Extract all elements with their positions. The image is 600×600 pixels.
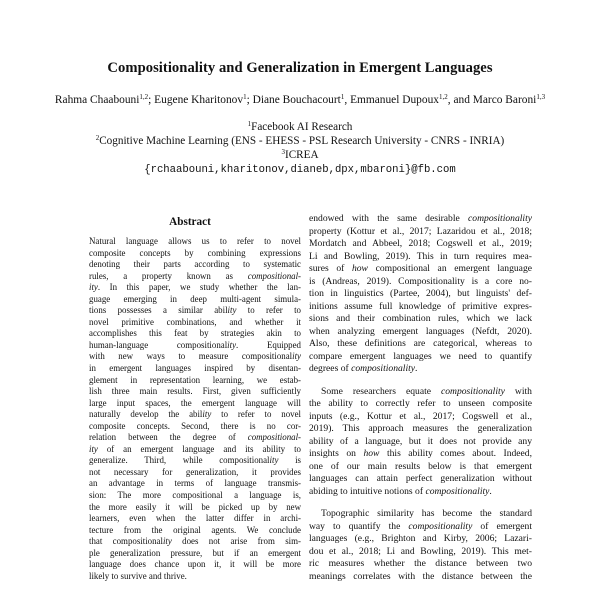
author-affiliation-marker: 1,3 xyxy=(536,93,546,101)
abstract-line: ple generalization pressure, but if an emergent xyxy=(89,547,301,558)
author-name: Rahma Chaabouni xyxy=(54,94,140,106)
author-name: and Marco Baroni xyxy=(453,94,537,106)
author-affiliation-marker: 1 xyxy=(340,93,345,101)
body-line: endowed with the same desirable compositionality xyxy=(309,213,532,224)
author-4 xyxy=(350,94,451,106)
body-line: languages (e.g., Brighton and Kirby, 2006; Lazari- xyxy=(309,533,532,544)
body-line: way to quantify the compositionality of emergent xyxy=(309,520,532,532)
body-line: Also, these definitions are categorical, whereas to xyxy=(309,338,532,349)
author-name: Diane Bouchacourt xyxy=(252,94,341,106)
affiliation-1 xyxy=(0,121,600,133)
body-line: Topographic similarity has become the standard xyxy=(321,508,532,519)
body-line: initions assume full knowledge of primitive expres- xyxy=(309,300,532,312)
abstract-line: learners, even when the latter differ in archi- xyxy=(89,513,301,524)
body-line: meanings correlates with the distance between the xyxy=(309,570,532,582)
body-line: sions and their combination rules, which we lack xyxy=(309,313,532,324)
author-affiliation-marker: 1,2 xyxy=(438,93,448,101)
abstract-line: human-language compositionality. Equipped xyxy=(89,339,301,350)
body-line: the ability to correctly refer to unseen composite xyxy=(309,398,532,409)
affiliation-2-text: Cognitive Machine Learning (ENS - EHESS - PSL Research University - CNRS - INRIA) xyxy=(99,135,505,147)
paper-title: Compositionality and Generalization in Emergent Languages xyxy=(107,60,493,76)
abstract-line: novel primitive combinations, and whether it xyxy=(89,316,301,327)
abstract-line: tions possesses a similar ability to refer to xyxy=(89,305,301,316)
body-line: when analyzing emergent languages (Nefdt, 2020). xyxy=(309,325,532,337)
author-3 xyxy=(253,94,348,106)
body-line: dou et al., 2018; Li and Bowling, 2019). This met- xyxy=(309,545,532,557)
body-line: property (Kottur et al., 2017; Lazaridou et al., 2018; xyxy=(309,225,532,237)
abstract-line: naturally develop the ability to refer to novel xyxy=(89,409,301,420)
author-affiliation-marker: 1,2 xyxy=(139,93,149,101)
paragraph-gap xyxy=(309,498,532,508)
paragraph-gap xyxy=(309,376,532,386)
abstract-line: the more easily it will be picked up by new xyxy=(89,501,301,512)
author-5 xyxy=(453,94,545,106)
affiliation-3-marker: 3 xyxy=(281,148,285,156)
affiliation-3-text: ICREA xyxy=(284,149,319,161)
abstract-text xyxy=(89,236,301,582)
abstract-line: generalize. Third, while compositionality is xyxy=(89,455,301,466)
author-name: Emmanuel Dupoux xyxy=(350,94,439,106)
abstract-line: relation between the degree of compositional- xyxy=(89,432,301,443)
body-line: abiding to intuitive notions of compositionality. xyxy=(309,485,492,497)
body-text xyxy=(309,213,532,583)
author-separator: , xyxy=(447,94,451,106)
body-line: one of our main results below is that emergent xyxy=(309,460,532,472)
abstract-line: composite concepts. Second, there is no cor- xyxy=(89,420,301,431)
author-separator: , xyxy=(344,94,348,106)
affiliation-3 xyxy=(0,149,600,161)
abstract-line: not necessary for generalization, it provides xyxy=(89,466,301,477)
body-line: sures of how compositional an emergent language xyxy=(309,263,532,274)
abstract-line: tecture from the original agents. We conclude xyxy=(89,524,301,535)
body-line: insights on how this ability comes about. Indeed, xyxy=(309,448,532,459)
abstract-line: denoting their parts according to systematic xyxy=(89,259,301,270)
abstract-line: rules, a property known as compositional- xyxy=(89,270,301,281)
author-name: Eugene Kharitonov xyxy=(154,94,244,106)
body-line: is (Andreas, 2019). Compositionality is a core no- xyxy=(309,275,532,287)
body-line: inputs (e.g., Kottur et al., 2017; Cogswell et al., xyxy=(309,410,532,422)
body-line: Some researchers equate compositionality with xyxy=(321,385,532,397)
body-line: degrees of compositionality. xyxy=(309,363,418,374)
abstract-line: ity. In this paper, we study whether the lan- xyxy=(89,282,301,293)
author-emails: {rchaabouni,kharitonov,dianeb,dpx,mbaroni}@fb.com xyxy=(144,164,456,176)
body-line: tion in linguistics (Partee, 2004), but linguists' def- xyxy=(309,288,532,299)
abstract-line: an advantage in terms of language transmis- xyxy=(89,478,301,489)
author-2 xyxy=(154,94,250,106)
author-1 xyxy=(55,94,151,106)
body-line: ric measures whether the distance between two xyxy=(309,558,532,569)
abstract-line: language does chance upon it, it will be more xyxy=(89,559,301,570)
author-separator: ; xyxy=(246,94,250,106)
body-line: Li and Bowling, 2019). This in turn requires mea- xyxy=(309,250,532,262)
abstract-line: lish three main results. First, given sufficiently xyxy=(89,386,301,397)
abstract-line: likely to survive and thrive. xyxy=(89,570,187,581)
abstract-line: ity of an emergent language and its ability to xyxy=(89,443,301,454)
abstract-line: sion: The more compositional a language is, xyxy=(89,490,301,501)
abstract-line: with new ways to measure compositionality xyxy=(89,351,301,362)
body-line: ability of a language, but it does not provide any xyxy=(309,435,532,447)
abstract-line: accomplishes this feat by strategies akin to xyxy=(89,328,301,339)
affiliation-2-marker: 2 xyxy=(95,134,100,142)
author-list xyxy=(20,94,580,106)
author-separator: ; xyxy=(148,94,152,106)
abstract-line: guage emerging in deep multi-agent simula- xyxy=(89,293,301,304)
body-line: languages can attain perfect generalization without xyxy=(309,473,532,484)
abstract-line: in emergent languages inspired by disentan- xyxy=(89,363,301,374)
affiliation-1-marker: 1 xyxy=(247,120,252,128)
abstract-line: large input spaces, the emergent language will xyxy=(89,397,301,408)
abstract-line: composite concepts by combining expressions xyxy=(89,247,301,258)
affiliation-2 xyxy=(0,135,600,147)
abstract-line: that compositionality does not arise from sim- xyxy=(89,536,301,547)
affiliation-1-text: Facebook AI Research xyxy=(251,121,353,133)
body-line: Mordatch and Abbeel, 2018; Cogswell et al., 2019; xyxy=(309,238,532,249)
body-line: compare emergent languages we need to quantify xyxy=(309,350,532,362)
abstract-line: glement in representation learning, we estab- xyxy=(89,374,301,385)
author-affiliation-marker: 1 xyxy=(243,93,247,101)
body-line: 2019). This approach measures the generalization xyxy=(309,423,532,434)
abstract-heading: Abstract xyxy=(169,216,211,228)
abstract-line: Natural language allows us to refer to novel xyxy=(89,236,301,246)
